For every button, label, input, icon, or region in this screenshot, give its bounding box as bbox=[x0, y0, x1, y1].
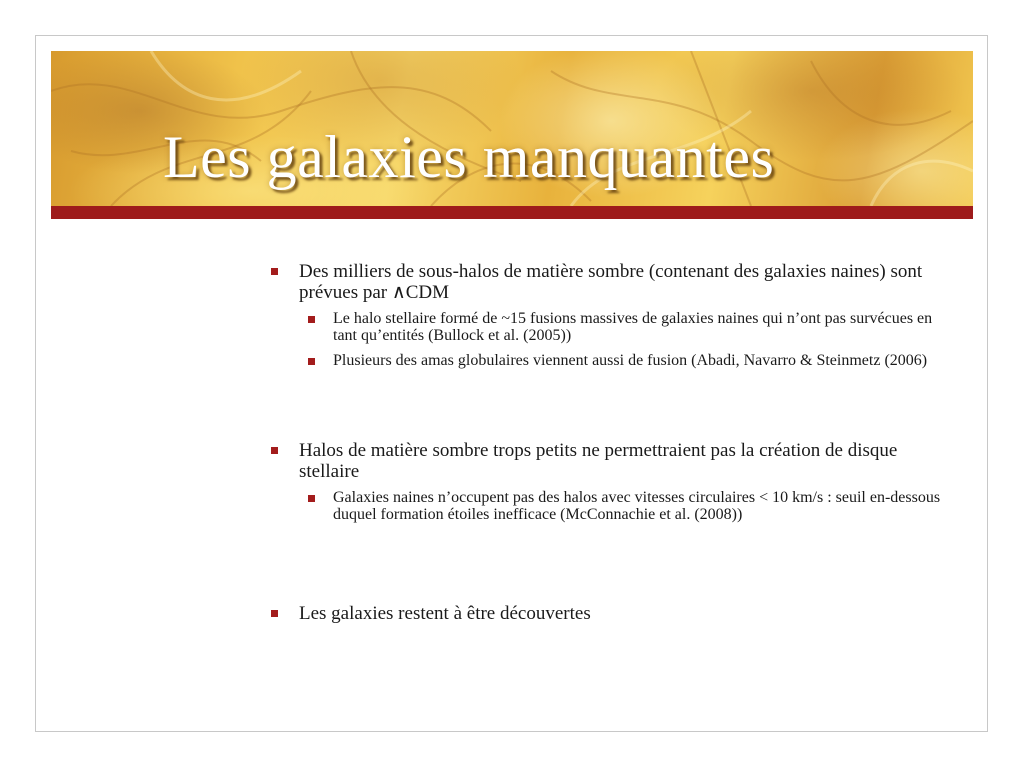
bullet-item bbox=[263, 603, 953, 624]
bullet-text: Les galaxies restent à être découvertes bbox=[299, 603, 591, 624]
square-bullet-icon bbox=[308, 495, 315, 502]
bullet-list bbox=[263, 261, 953, 369]
title-banner bbox=[51, 51, 973, 206]
sub-bullet-list bbox=[299, 310, 953, 369]
spacer bbox=[263, 531, 953, 603]
sub-bullet-item bbox=[299, 352, 953, 369]
square-bullet-icon bbox=[271, 268, 278, 275]
bullet-text: Des milliers de sous-halos de matière sombre (contenant des galaxies naines) sont prévues par ∧CDM bbox=[299, 261, 923, 303]
square-bullet-icon bbox=[271, 447, 278, 454]
bullet-item bbox=[263, 261, 953, 369]
square-bullet-icon bbox=[308, 358, 315, 365]
bullet-list bbox=[263, 440, 953, 523]
slide-title: Les galaxies manquantes bbox=[163, 124, 775, 190]
sub-bullet-item bbox=[299, 310, 953, 344]
bullet-item bbox=[263, 440, 953, 523]
bullet-list bbox=[263, 603, 953, 624]
sub-bullet-list bbox=[299, 489, 953, 523]
square-bullet-icon bbox=[308, 316, 315, 323]
title-underline-bar bbox=[51, 206, 973, 219]
spacer bbox=[263, 377, 953, 440]
slide-frame bbox=[35, 35, 988, 732]
square-bullet-icon bbox=[271, 610, 278, 617]
sub-bullet-text: Galaxies naines n’occupent pas des halos avec vitesses circulaires < 10 km/s : seuil en-dessous duquel formation étoiles inefficace (McConnachie et al. (2008)) bbox=[333, 489, 941, 523]
sub-bullet-text: Le halo stellaire formé de ~15 fusions massives de galaxies naines qui n’ont pas survécues en tant qu’entités (Bullock et al. (2005)) bbox=[333, 310, 933, 344]
slide-body bbox=[263, 261, 953, 624]
sub-bullet-item bbox=[299, 489, 953, 523]
sub-bullet-text: Plusieurs des amas globulaires viennent aussi de fusion (Abadi, Navarro & Steinmetz (2006) bbox=[333, 352, 928, 369]
bullet-text: Halos de matière sombre trops petits ne permettraient pas la création de disque stellaire bbox=[299, 440, 898, 482]
